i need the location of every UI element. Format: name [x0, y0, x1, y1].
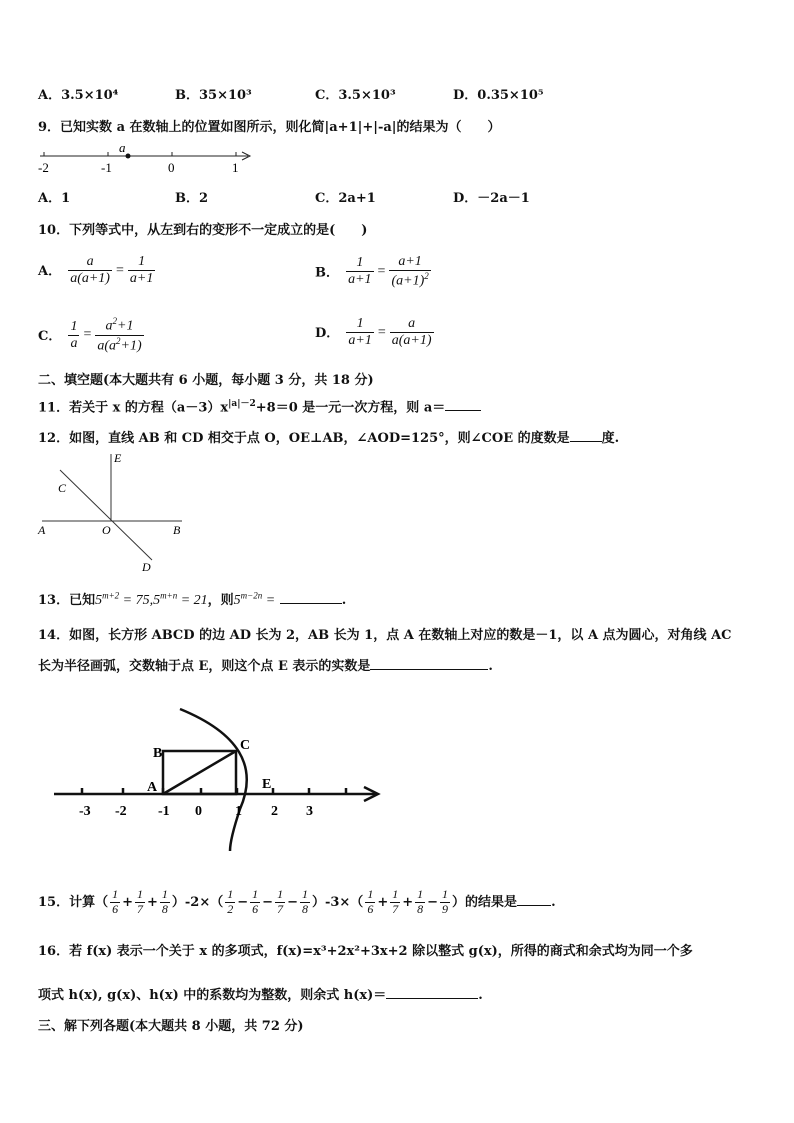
q12-unit: 度.	[601, 431, 620, 446]
point-label: E	[262, 777, 272, 792]
q15-end: 的结果是	[465, 894, 518, 910]
q10-option-letter: D．	[315, 326, 340, 342]
fraction: $\frac{a}{a(a+1)}$	[70, 254, 110, 287]
point-label: C	[240, 738, 251, 753]
q11-suffix: +8＝0 是一元一次方程，则 a＝	[255, 400, 446, 416]
answer-blank[interactable]	[445, 410, 481, 411]
q13-end: .	[341, 593, 347, 608]
fraction: $\frac{a^2+1}{a(a^2+1)}$	[97, 316, 142, 354]
q9-tick-label: 1	[232, 160, 239, 175]
q9-tick-label: 0	[168, 160, 175, 175]
q10-option-letter: B．	[315, 265, 339, 281]
q9-point-label: a	[119, 140, 126, 155]
q11-exponent: |a|－2	[228, 399, 256, 409]
q9-option-b: B．2	[175, 191, 209, 206]
q15-period: .	[551, 894, 556, 910]
q12-stem	[38, 427, 619, 446]
tick-label: 2	[271, 804, 278, 819]
q9-tick-label: -2	[38, 160, 49, 175]
q9-option-c: C．2a+1	[315, 191, 376, 206]
q10-option-a: A． $\frac{a}{a(a+1)}$ = $\frac{1}{a+1}$	[38, 254, 154, 287]
q10-option-letter: A．	[38, 264, 62, 280]
q11-stem	[38, 396, 481, 415]
answer-blank[interactable]	[386, 998, 478, 999]
point-label: B	[173, 523, 181, 537]
q16-line1: 16．若 f(x) 表示一个关于 x 的多项式，f(x)=x³+2x²+3x+2 除以整式 g(x)，所得的商式和余式均为同一个多	[38, 944, 693, 959]
q14-line2	[38, 655, 493, 674]
q12-text: 12．如图，直线 AB 和 CD 相交于点 O，OE⊥AB，∠AOD=125°，则∠COE 的度数是	[38, 431, 570, 446]
point-label: A	[38, 523, 46, 537]
answer-blank[interactable]	[370, 669, 488, 670]
q10-option-b: B． $\frac{1}{a+1}$ = $\frac{a+1}{(a+1)^2}$	[315, 254, 429, 289]
fraction: $\frac{a}{a(a+1)}$	[391, 316, 432, 349]
answer-blank[interactable]	[517, 905, 551, 906]
section-2-heading: 二、填空题(本大题共有 6 小题，每小题 3 分，共 18 分)	[38, 373, 374, 388]
tick-label: -2	[115, 804, 127, 819]
fraction: $\frac{1}{a+1}$	[129, 254, 154, 287]
q16-end: .	[478, 988, 483, 1003]
line-cd	[60, 470, 152, 560]
point-label: D	[142, 560, 151, 574]
section-3-heading: 三、解下列各题(本大题共 8 小题，共 72 分)	[38, 1019, 304, 1034]
q10-stem: 10．下列等式中，从左到右的变形不一定成立的是( )	[38, 223, 368, 238]
q13-stem: 13．已知$5^{m+2} = 75,5^{m+n} = 21$，则$5^{m-2n}$ = .	[38, 590, 347, 608]
answer-blank[interactable]	[570, 441, 602, 442]
tick-label: 0	[195, 804, 202, 819]
q16-line2	[38, 984, 483, 1003]
q8-option-c: C．3.5×10³	[315, 88, 396, 103]
q14-figure	[50, 705, 390, 855]
q14-line1: 14．如图，长方形 ABCD 的边 AD 长为 2，AB 长为 1，点 A 在数轴上对应的数是－1，以 A 点为圆心，对角线 AC	[38, 628, 732, 643]
point-label: O	[102, 523, 111, 537]
q15-prefix: 15．计算（	[38, 894, 109, 910]
point-label: E	[114, 451, 122, 465]
point-label: A	[147, 780, 158, 795]
q10-option-letter: C．	[38, 328, 62, 344]
point-label: C	[58, 481, 67, 495]
q8-option-b: B．35×10³	[175, 88, 252, 103]
q9-tick-label: -1	[101, 160, 112, 175]
q14-line2-text: 长为半径画弧，交数轴于点 E，则这个点 E 表示的实数是	[38, 659, 371, 674]
fraction: $\frac{a+1}{(a+1)^2}$	[391, 254, 429, 289]
q12-figure	[34, 450, 194, 575]
tick-label: -1	[158, 804, 170, 819]
q8-option-d: D．0.35×10⁵	[453, 88, 544, 103]
q15-stem: 15．计算（ $\frac{1}{6}$ + $\frac{1}{7}$ + $\frac{1}{8}$ ）-2×（ $\frac{1}{2}$ − $\frac{1}{6}$ − $\frac{1}{7}$ − $\frac{1}{8}$ ）-3×（ $\frac{1}{6}$ + $\frac{1}{7}$ + $\frac{1}{8}$ − $\frac{1}{9}$ ）的结果是 .	[38, 887, 556, 916]
fraction: $\frac{1}{a+1}$	[348, 316, 372, 349]
q9-option-a: A．1	[38, 191, 71, 206]
q14-end: .	[488, 659, 493, 674]
point-label: B	[153, 746, 163, 761]
tick-label: 3	[306, 804, 313, 819]
q9-option-d: D．－2a－1	[453, 191, 530, 206]
fraction: $\frac{1}{a}$	[70, 318, 78, 351]
tick-label: 1	[235, 804, 242, 819]
tick-label: -3	[79, 804, 91, 819]
q10-option-d: D． $\frac{1}{a+1}$ = $\frac{a}{a(a+1)}$	[315, 316, 432, 349]
q9-number-line	[30, 138, 260, 178]
q9-point-a	[126, 154, 131, 159]
q16-line2-text: 项式 h(x), g(x)、h(x) 中的系数均为整数，则余式 h(x)＝	[38, 988, 387, 1003]
q10-option-c: C． $\frac{1}{a}$ = $\frac{a^2+1}{a(a^2+1)}$	[38, 316, 142, 354]
diagonal-ac	[163, 751, 236, 794]
q11-prefix: 11．若关于 x 的方程（a－3）x	[38, 400, 229, 416]
q8-option-a: A．3.5×10⁴	[38, 88, 119, 103]
q13-prefix: 13．已知	[38, 593, 96, 608]
fraction: $\frac{1}{a+1}$	[348, 255, 372, 288]
answer-blank[interactable]	[280, 603, 342, 604]
q9-stem: 9．已知实数 a 在数轴上的位置如图所示，则化简|a+1|+|-a|的结果为（ ）	[38, 120, 501, 135]
q13-mid: ，则	[207, 593, 234, 608]
